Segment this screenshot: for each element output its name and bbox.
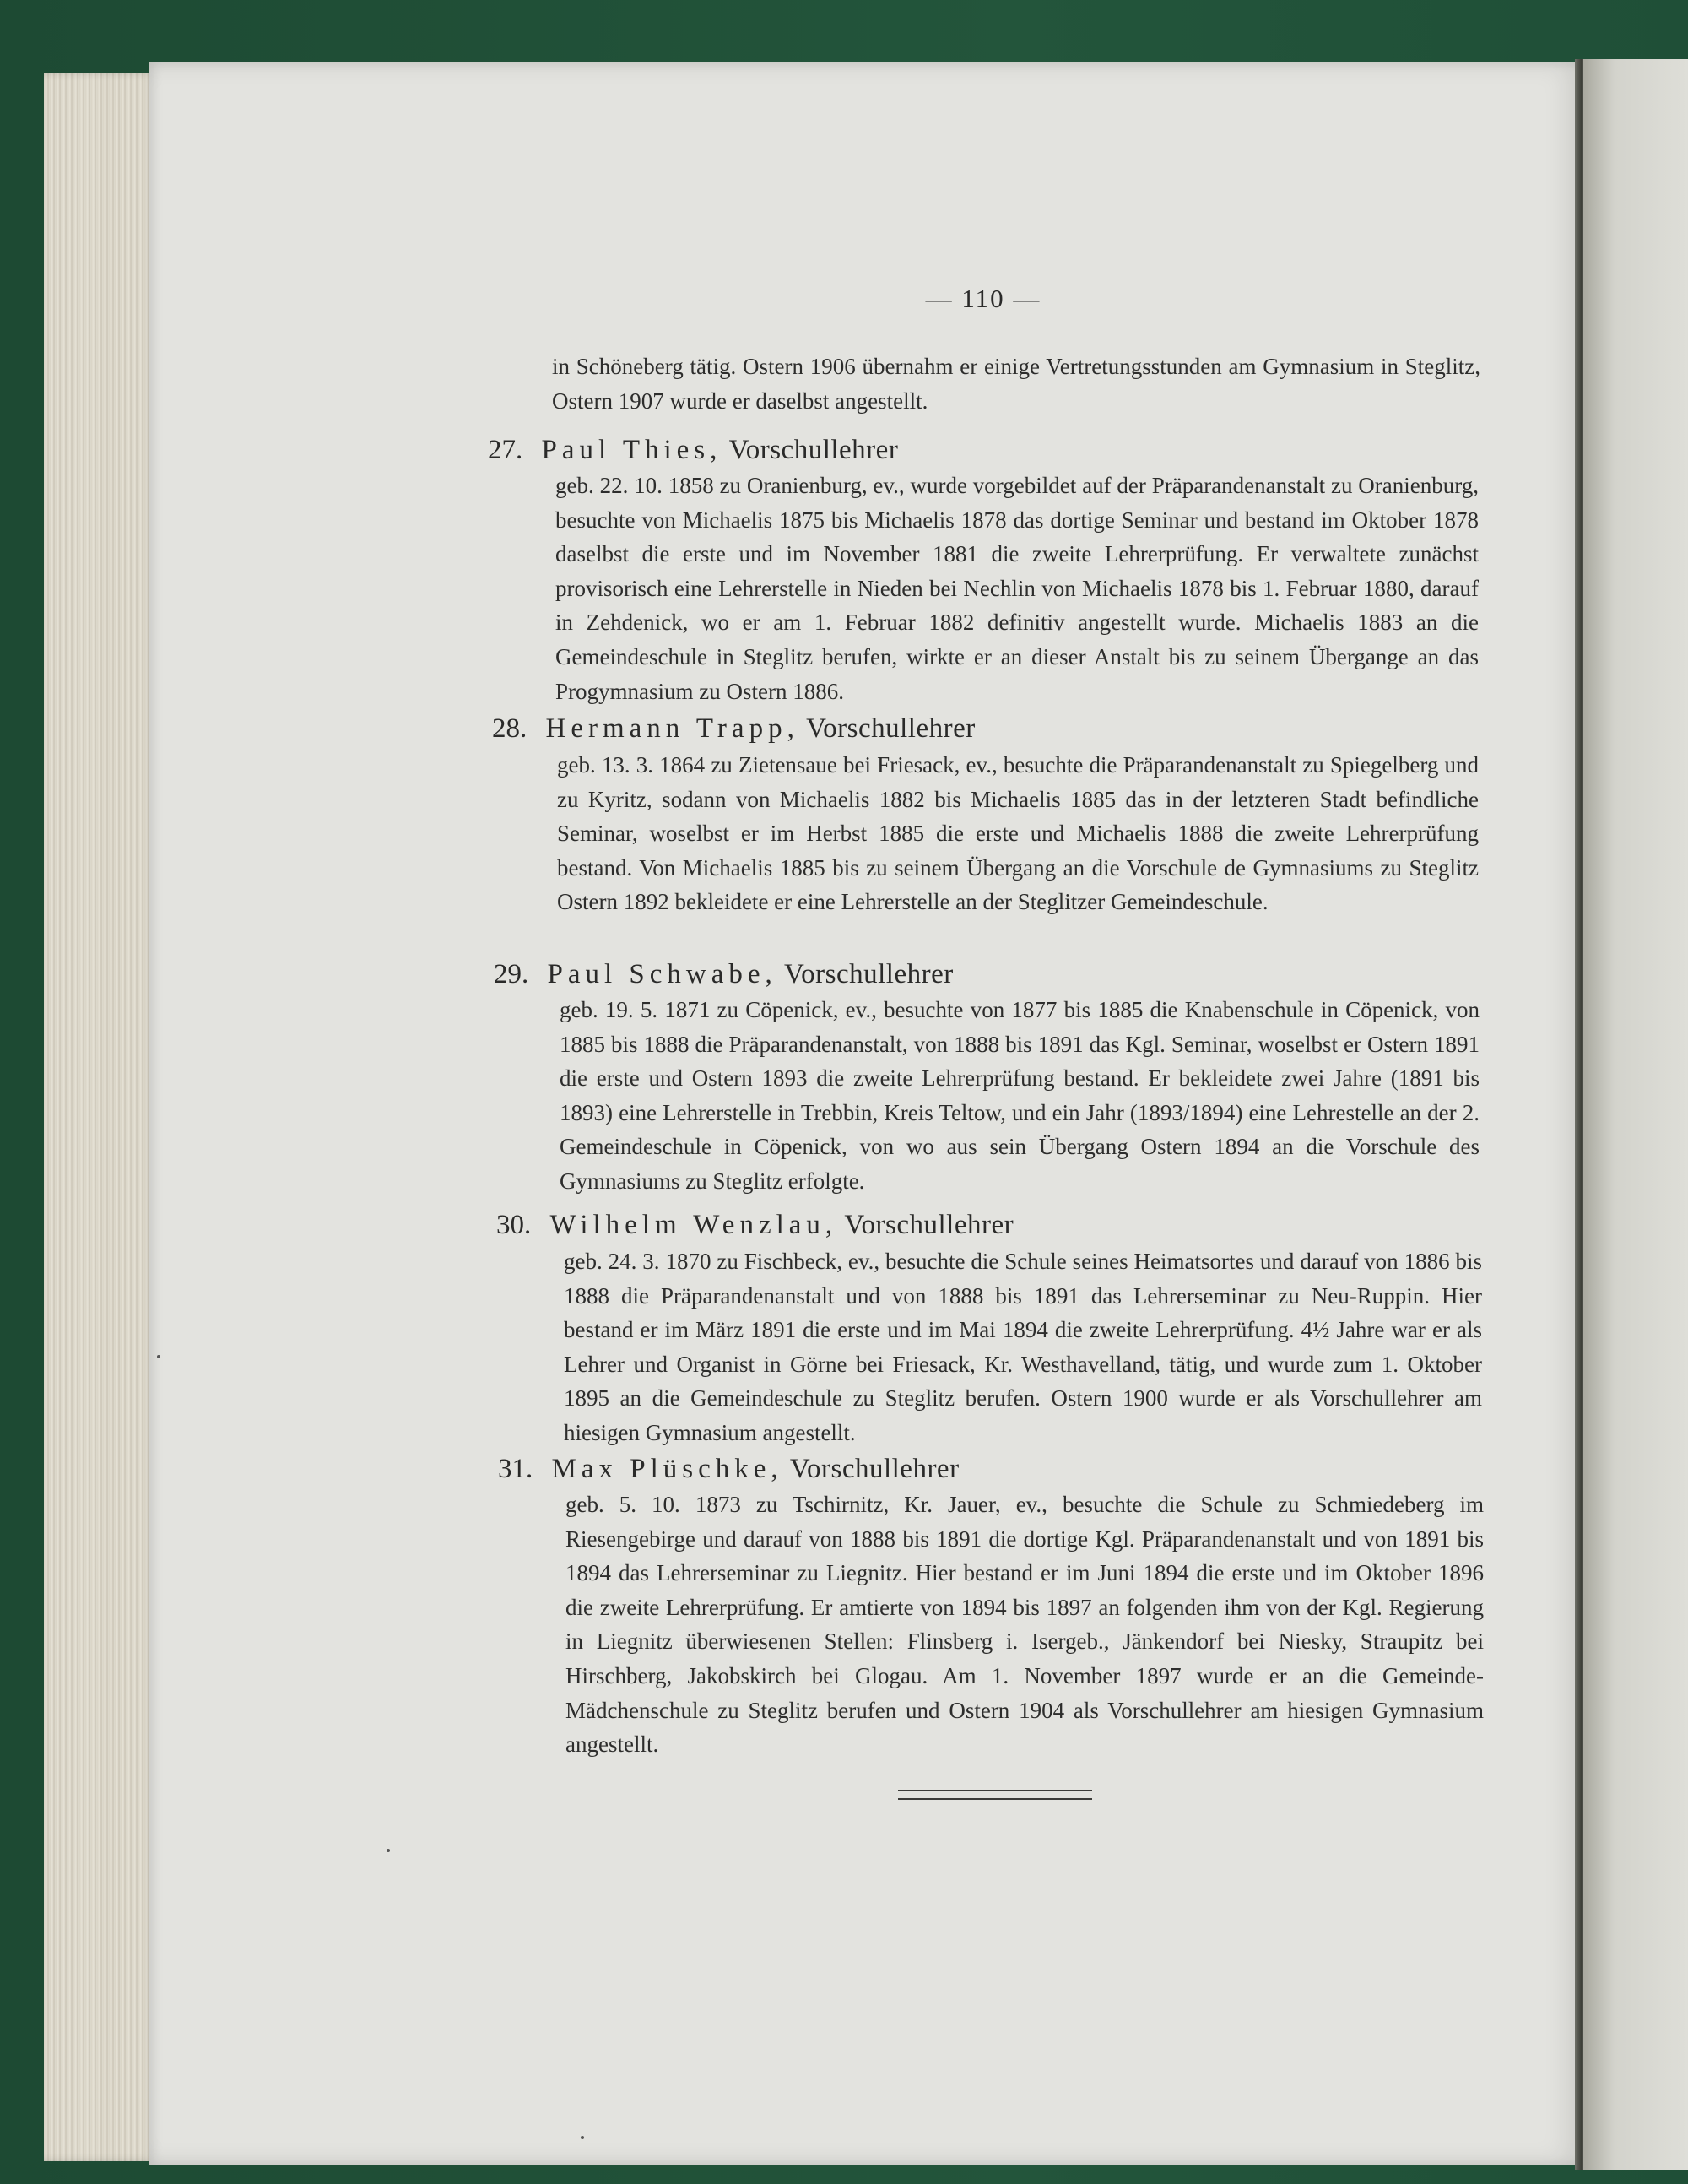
entry-number: 31. bbox=[498, 1454, 533, 1484]
entry-heading-27 bbox=[488, 433, 1458, 467]
entry-name: Wilhelm Wenzlau, bbox=[549, 1210, 838, 1240]
entry-number: 27. bbox=[488, 435, 523, 465]
entry-role: Vorschullehrer bbox=[806, 713, 976, 744]
entry-name: Paul Thies, bbox=[541, 435, 722, 465]
page-number: — 110 — bbox=[925, 284, 1041, 313]
paper-speck bbox=[157, 1355, 160, 1358]
entry-heading-29 bbox=[494, 957, 1464, 991]
paper-speck bbox=[387, 1849, 390, 1852]
entry-role: Vorschullehrer bbox=[789, 1454, 960, 1484]
intro-paragraph: in Schöneberg tätig. Ostern 1906 übernahm er einige Vertretungsstunden am Gymnasium in Steglitz, Ostern 1907 wurde er daselbst angestellt. bbox=[552, 354, 1480, 414]
entry-number: 30. bbox=[496, 1210, 532, 1240]
entry-number: 28. bbox=[492, 713, 528, 744]
entry-name: Paul Schwabe, bbox=[547, 959, 777, 989]
book-page-edges bbox=[44, 73, 155, 2161]
entry-text-31: geb. 5. 10. 1873 zu Tschirnitz, Kr. Jauer, ev., besuchte die Schule zu Schmiedeberg im Riesengebirge und darauf von 1888 bis 1891 die dortige Kgl. Präparandenanstalt und von 1891 bis 1894 das Lehrerseminar zu Liegnitz. Hier bestand er im Juni 1894 die erste und im Oktober 1896 die zweite Lehrerprüfung. Er amtierte von 1894 bis 1897 an folgenden ihm von der Kgl. Regierung in Liegnitz überwiesenen Stellen: Flinsberg i. Isergeb., Jänkendorf bei Niesky, Straupitz bei Hirschberg, Jakobskirch bei Glogau. Am 1. November 1897 wurde er an die Gemeinde-Mädchenschule zu Steglitz berufen und Ostern 1904 als Vorschullehrer am hiesigen Gymnasium angestellt. bbox=[565, 1492, 1484, 1758]
entry-role: Vorschullehrer bbox=[784, 959, 954, 989]
entry-role: Vorschullehrer bbox=[728, 435, 899, 465]
end-rule bbox=[898, 1790, 1092, 1800]
entry-role: Vorschullehrer bbox=[844, 1210, 1014, 1240]
entry-text-29: geb. 19. 5. 1871 zu Cöpenick, ev., besuchte von 1877 bis 1885 die Knabenschule in Cöpenick, von 1885 bis 1888 die Präparandenanstalt, von 1888 bis 1891 das Kgl. Seminar, woselbst er Ostern 1891 die erste und Ostern 1893 die zweite Lehrerprüfung bestand. Er bekleidete zwei Jahre (1891 bis 1893) eine Lehrerstelle in Trebbin, Kreis Teltow, und ein Jahr (1893/1894) eine Lehrestelle an der 2. Gemeindeschule in Cöpenick, von wo aus sein Übergang Ostern 1894 an die Vorschule des Gymnasiums zu Steglitz erfolgte. bbox=[560, 997, 1480, 1194]
entry-text-30: geb. 24. 3. 1870 zu Fischbeck, ev., besuchte die Schule seines Heimatsortes und darauf von 1886 bis 1888 die Präparandenanstalt und von 1888 bis 1891 das Lehrerseminar zu Neu-Ruppin. Hier bestand er im März 1891 die erste und im Mai 1894 die zweite Lehrerprüfung. 4½ Jahre war er als Lehrer und Organist in Görne bei Friesack, Kr. Westhavelland, tätig, und wurde zum 1. Oktober 1895 an die Gemeindeschule zu Steglitz berufen. Ostern 1900 wurde er als Vorschullehrer am hiesigen Gymnasium angestellt. bbox=[564, 1249, 1482, 1445]
entry-heading-28 bbox=[492, 712, 1463, 745]
entry-name: Hermann Trapp, bbox=[545, 713, 799, 744]
entry-text-27: geb. 22. 10. 1858 zu Oranienburg, ev., wurde vorgebildet auf der Präparandenanstalt zu Oranienburg, besuchte von Michaelis 1875 bis Michaelis 1878 das dortige Seminar und bestand im Oktober 1878 daselbst die erste und im November 1881 die zweite Lehrerprüfung. Er verwaltete zunächst provisorisch eine Lehrerstelle in Nieden bei Nechlin von Michaelis 1878 bis 1. Februar 1880, darauf in Zehdenick, wo er am 1. Februar 1882 definitiv angestellt wurde. Michaelis 1883 an die Gemeindeschule in Steglitz berufen, wirkte er an dieser Anstalt bis zu seinem Übergange an das Progymnasium zu Ostern 1886. bbox=[555, 473, 1479, 704]
paper-speck bbox=[581, 2136, 584, 2139]
entry-name: Max Plüschke, bbox=[551, 1454, 783, 1484]
adjacent-page bbox=[1583, 59, 1688, 2170]
entry-text-28: geb. 13. 3. 1864 zu Zietensaue bei Friesack, ev., besuchte die Präparandenanstalt zu Spiegelberg und zu Kyritz, sodann von Michaelis 1882 bis Michaelis 1885 das in der letzteren Stadt befindliche Seminar, woselbst er im Herbst 1885 die erste und Michaelis 1888 die zweite Lehrerprüfung bestand. Von Michaelis 1885 bis zu seinem Übergang an die Vorschule de Gymnasiums zu Steglitz Ostern 1892 bekleidete er eine Lehrerstelle an der Steglitzer Gemeindeschule. bbox=[557, 752, 1479, 915]
entry-number: 29. bbox=[494, 959, 529, 989]
entry-heading-30 bbox=[496, 1208, 1467, 1242]
entry-heading-31 bbox=[498, 1452, 1469, 1486]
